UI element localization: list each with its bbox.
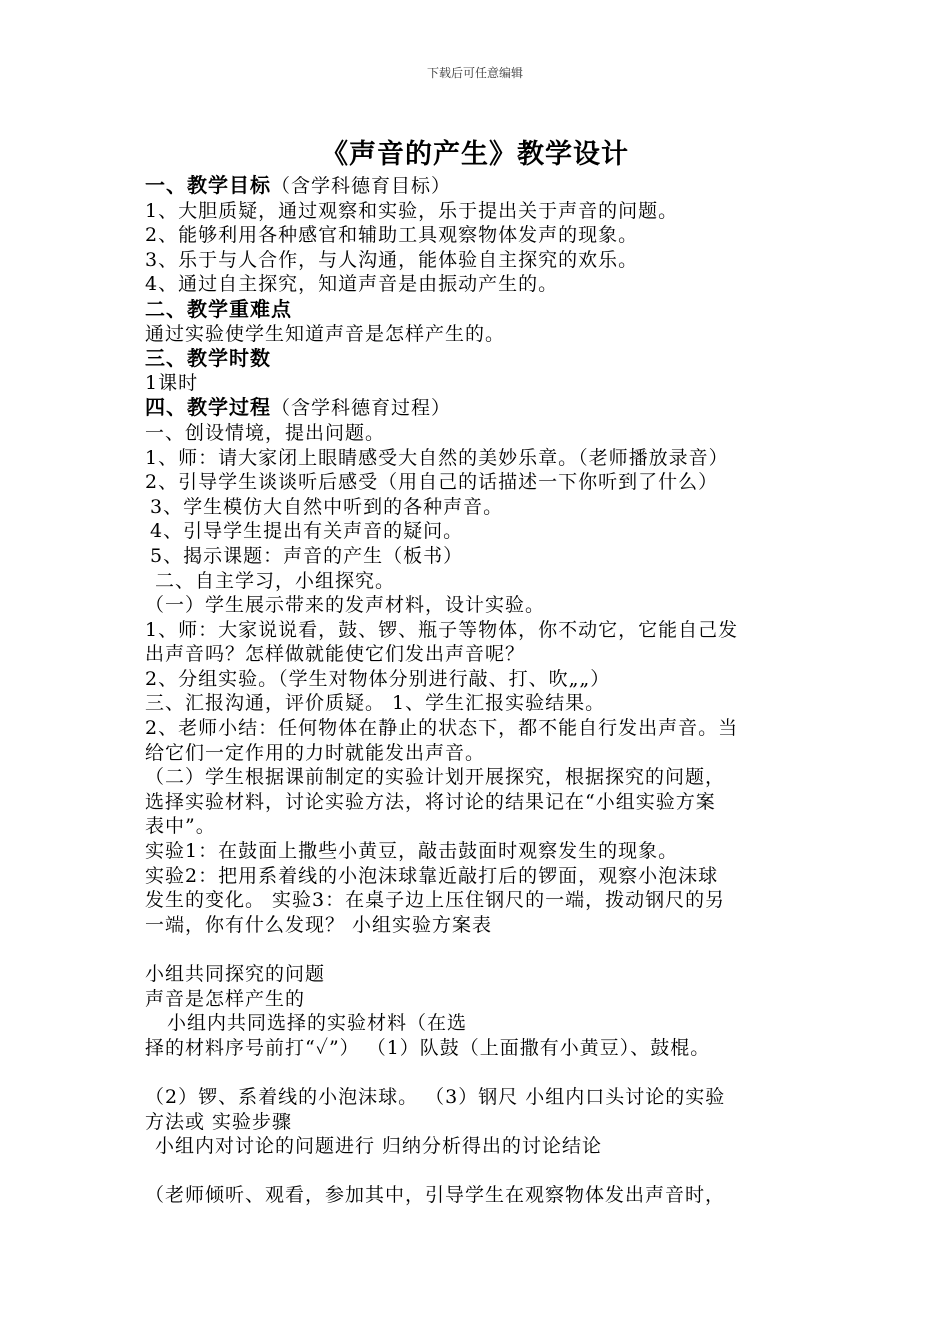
table-line: 方法或 实验步骤 [145,1110,293,1133]
process-line: 表中”。 [145,815,216,838]
process-line: 2、老师小结：任何物体在静止的状态下，都不能自行发出声音。当 [145,717,739,740]
table-line: 择的材料序号前打“✓”） （1）队鼓（上面撒有小黄豆）、鼓棍。 [145,1036,711,1059]
section-heading-process [145,395,835,421]
document-body [145,173,835,1208]
process-line: 给它们一定作用的力时就能发出声音。 [145,741,486,764]
key-points-text: 通过实验使学生知道声音是怎样产生的。 [145,322,506,345]
goal-item: 4、通过自主探究，知道声音是由振动产生的。 [145,273,559,296]
process-line: 3、学生模仿大自然中听到的各种声音。 [150,495,504,518]
process-line: 二、自主学习，小组探究。 [155,569,396,592]
process-line: 5、揭示课题：声音的产生（板书） [150,544,464,567]
section-heading-hours: 三、教学时数 [145,346,271,371]
blank-line [145,937,835,962]
blank-line [145,1060,835,1085]
experiment-line: 实验1：在鼓面上撒些小黄豆，敲击鼓面时观察发生的现象。 [145,840,679,863]
process-line: 2、分组实验。（学生对物体分别进行敲、打、吹„„） [145,667,611,690]
goal-item: 3、乐于与人合作，与人沟通，能体验自主探究的欢乐。 [145,248,639,271]
process-line: （二）学生根据课前制定的实验计划开展探究，根据探究的问题， [145,766,726,789]
process-line: 4、引导学生提出有关声音的疑问。 [150,520,464,543]
section-heading-goals [145,173,835,199]
process-line: （老师倾听、观看，参加其中，引导学生在观察物体发出声音时， [145,1184,726,1207]
table-line: 小组内共同选择的实验材料（在选 [167,1012,468,1035]
experiment-line: 一端，你有什么发现？ 小组实验方案表 [145,913,493,936]
process-line: 2、引导学生谈谈听后感受（用自己的话描述一下你听到了什么） [145,471,719,494]
table-line: 小组共同探究的问题 [145,963,326,985]
document-title: 《声音的产生》教学设计 [321,139,629,170]
process-line: （一）学生展示带来的发声材料，设计实验。 [145,594,546,617]
section-heading-suffix: （含学科德育目标） [271,175,452,197]
experiment-line: 发生的变化。 实验3：在桌子边上压住钢尺的一端，拨动钢尺的另 [145,889,726,912]
section-heading-text: 一、教学目标 [145,173,271,197]
section-heading-text: 四、教学过程 [145,395,271,420]
process-line: 1、师：大家说说看，鼓、锣、瓶子等物体，你不动它，它能自己发 [145,618,739,641]
header-note: 下载后可任意编辑 [426,66,523,80]
table-line: 小组内对讨论的问题进行 归纳分析得出的讨论结论 [155,1135,603,1158]
process-line: 三、汇报沟通，评价质疑。 1、学生汇报实验结果。 [145,692,606,715]
process-line: 选择实验材料，讨论实验方法，将讨论的结果记在“小组实验方案 [145,790,716,813]
goal-item: 2、能够利用各种感官和辅助工具观察物体发声的现象。 [145,224,639,247]
section-heading-key-points: 二、教学重难点 [145,296,292,321]
process-line: 一、创设情境，提出问题。 [145,421,386,444]
process-line: 出声音吗？怎样做就能使它们发出声音呢？ [145,643,526,666]
goal-item: 1、大胆质疑，通过观察和实验，乐于提出关于声音的问题。 [145,199,679,222]
experiment-line: 实验2：把用系着线的小泡沫球靠近敲打后的锣面，观察小泡沫球 [145,864,719,887]
process-line: 1、师：请大家闭上眼睛感受大自然的美妙乐章。（老师播放录音） [145,446,729,469]
table-line: 声音是怎样产生的 [145,987,306,1010]
table-line: （2）锣、系着线的小泡沫球。 （3）钢尺 小组内口头讨论的实验 [145,1085,726,1108]
section-heading-suffix: （含学科德育过程） [271,397,452,420]
blank-line [145,1159,835,1184]
hours-text: 1课时 [145,371,199,394]
